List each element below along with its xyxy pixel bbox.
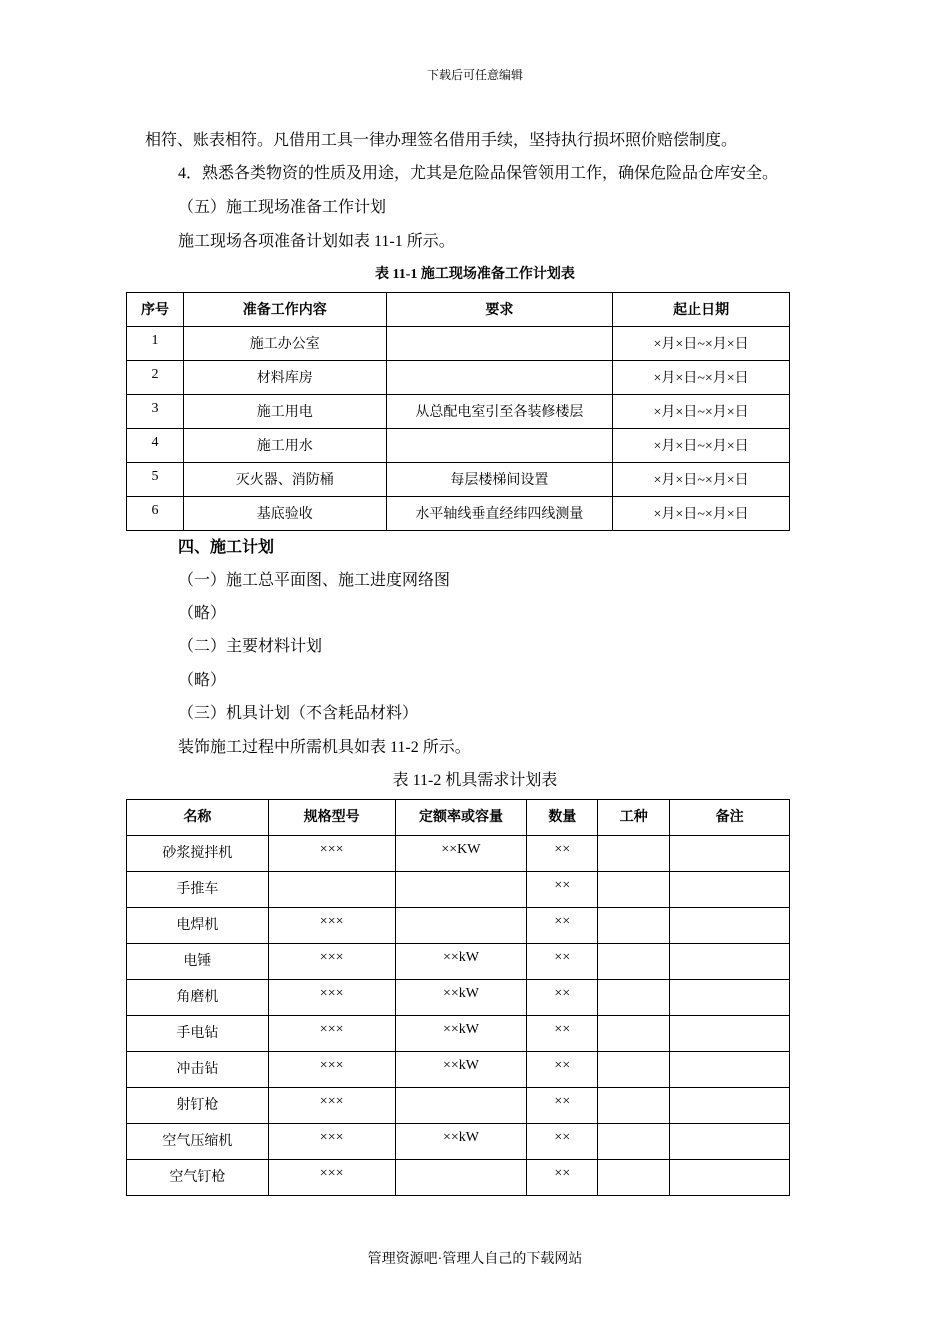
table-cell: 施工办公室: [183, 327, 386, 361]
table-row: [127, 361, 790, 395]
table-cell: ×××: [268, 1016, 395, 1052]
table-cell: ×月×日~×月×日: [613, 429, 790, 463]
table-row: [127, 836, 790, 872]
table-cell: [598, 1052, 670, 1088]
table-cell: [670, 836, 790, 872]
table-row: [127, 980, 790, 1016]
table-cell: [670, 1124, 790, 1160]
table-cell: 空气钉枪: [127, 1160, 269, 1196]
table-cell: [670, 908, 790, 944]
table-cell: 水平轴线垂直经纬四线测量: [386, 497, 613, 531]
table-cell: ××kW: [395, 1052, 527, 1088]
table-cell: 手电钻: [127, 1016, 269, 1052]
table-cell: [598, 980, 670, 1016]
table-cell: ×××: [268, 1124, 395, 1160]
equipment-plan-table: [126, 799, 790, 1196]
table-row: [127, 429, 790, 463]
table-row: [127, 1124, 790, 1160]
table-cell: ××: [527, 1088, 598, 1124]
table-cell: 电锤: [127, 944, 269, 980]
prep-plan-table: [126, 292, 790, 531]
table-cell: 4: [127, 429, 184, 463]
column-header: 要求: [386, 293, 613, 327]
table-cell: [386, 327, 613, 361]
table-cell: 角磨机: [127, 980, 269, 1016]
column-header: 数量: [527, 800, 598, 836]
table-cell: 灭火器、消防桶: [183, 463, 386, 497]
table-cell: 1: [127, 327, 184, 361]
column-header: 名称: [127, 800, 269, 836]
column-header: 工种: [598, 800, 670, 836]
table-cell: ×××: [268, 1160, 395, 1196]
subheading-2: （二）主要材料计划: [178, 638, 323, 655]
table-cell: ×月×日~×月×日: [613, 327, 790, 361]
table-cell: ××kW: [395, 944, 527, 980]
table-cell: 手推车: [127, 872, 269, 908]
table-row: [127, 497, 790, 531]
table-cell: 电焊机: [127, 908, 269, 944]
table-cell: ×月×日~×月×日: [613, 497, 790, 531]
table-cell: ××: [527, 908, 598, 944]
table-cell: ××: [527, 1016, 598, 1052]
table-cell: ××KW: [395, 836, 527, 872]
table-cell: ×月×日~×月×日: [613, 463, 790, 497]
table-cell: [670, 1052, 790, 1088]
table-row: [127, 944, 790, 980]
omitted-1: （略）: [178, 605, 227, 622]
table-cell: [598, 908, 670, 944]
table-cell: 施工用水: [183, 429, 386, 463]
table-cell: [670, 1088, 790, 1124]
table-row: [127, 1016, 790, 1052]
table-cell: ×月×日~×月×日: [613, 361, 790, 395]
table-cell: ××kW: [395, 980, 527, 1016]
table-header-row: [127, 293, 790, 327]
table-1-caption: 表 11-1 施工现场准备工作计划表: [375, 267, 575, 282]
paragraph-3: 施工现场各项准备计划如表 11-1 所示。: [178, 233, 455, 250]
table-cell: ××: [527, 1124, 598, 1160]
table-row: [127, 908, 790, 944]
table-cell: ×××: [268, 908, 395, 944]
subheading-3: （三）机具计划（不含耗品材料）: [178, 705, 419, 722]
table-cell: [598, 1016, 670, 1052]
table-cell: [598, 1124, 670, 1160]
section-heading-4: 四、施工计划: [178, 539, 275, 556]
table-cell: 材料库房: [183, 361, 386, 395]
table-cell: [670, 980, 790, 1016]
table-cell: 施工用电: [183, 395, 386, 429]
page-footer: 管理资源吧·管理人自己的下载网站: [367, 1252, 583, 1267]
table-cell: ××: [527, 1160, 598, 1196]
column-header: 序号: [127, 293, 184, 327]
table-cell: 冲击钻: [127, 1052, 269, 1088]
table-cell: 空气压缩机: [127, 1124, 269, 1160]
table-cell: 5: [127, 463, 184, 497]
column-header: 定额率或容量: [395, 800, 527, 836]
table-cell: ×××: [268, 1052, 395, 1088]
table-cell: [670, 944, 790, 980]
omitted-2: （略）: [178, 672, 227, 689]
table-cell: [395, 1160, 527, 1196]
table-cell: ×××: [268, 836, 395, 872]
table-cell: ×××: [268, 944, 395, 980]
table-cell: [395, 872, 527, 908]
section-heading-5: （五）施工现场准备工作计划: [178, 199, 387, 216]
table-cell: ×月×日~×月×日: [613, 395, 790, 429]
table-header-row: [127, 800, 790, 836]
table-cell: [598, 872, 670, 908]
table-row: [127, 872, 790, 908]
column-header: 备注: [670, 800, 790, 836]
table-cell: ×××: [268, 980, 395, 1016]
table-cell: [598, 836, 670, 872]
table-cell: [670, 1016, 790, 1052]
table-cell: ××kW: [395, 1124, 527, 1160]
paragraph-4: 装饰施工过程中所需机具如表 11-2 所示。: [178, 739, 471, 756]
table-row: [127, 395, 790, 429]
column-header: 规格型号: [268, 800, 395, 836]
table-row: [127, 327, 790, 361]
table-cell: [395, 1088, 527, 1124]
table-cell: 6: [127, 497, 184, 531]
table-cell: 基底验收: [183, 497, 386, 531]
table-cell: [386, 429, 613, 463]
table-cell: [598, 1088, 670, 1124]
table-cell: 射钉枪: [127, 1088, 269, 1124]
table-cell: 每层楼梯间设置: [386, 463, 613, 497]
table-cell: [598, 1160, 670, 1196]
table-cell: 2: [127, 361, 184, 395]
subheading-1: （一）施工总平面图、施工进度网络图: [178, 572, 451, 589]
table-cell: ××: [527, 944, 598, 980]
table-row: [127, 463, 790, 497]
paragraph-2: 4．熟悉各类物资的性质及用途，尤其是危险品保管领用工作，确保危险品仓库安全。: [178, 165, 779, 182]
table-cell: [386, 361, 613, 395]
table-cell: ××: [527, 836, 598, 872]
page-header: 下载后可任意编辑: [426, 68, 523, 82]
table-cell: ××kW: [395, 1016, 527, 1052]
table-cell: 从总配电室引至各装修楼层: [386, 395, 613, 429]
table-cell: [268, 872, 395, 908]
table-cell: ××: [527, 872, 598, 908]
table-cell: [598, 944, 670, 980]
paragraph-1: 相符、账表相符。凡借用工具一律办理签名借用手续，坚持执行损坏照价赔偿制度。: [145, 132, 738, 149]
table-row: [127, 1052, 790, 1088]
table-row: [127, 1160, 790, 1196]
table-cell: [670, 872, 790, 908]
column-header: 起止日期: [613, 293, 790, 327]
column-header: 准备工作内容: [183, 293, 386, 327]
table-cell: [670, 1160, 790, 1196]
table-cell: 砂浆搅拌机: [127, 836, 269, 872]
table-2-caption: 表 11-2 机具需求计划表: [392, 772, 558, 789]
table-row: [127, 1088, 790, 1124]
table-cell: ××: [527, 980, 598, 1016]
table-cell: [395, 908, 527, 944]
table-cell: ×××: [268, 1088, 395, 1124]
table-cell: ××: [527, 1052, 598, 1088]
table-cell: 3: [127, 395, 184, 429]
